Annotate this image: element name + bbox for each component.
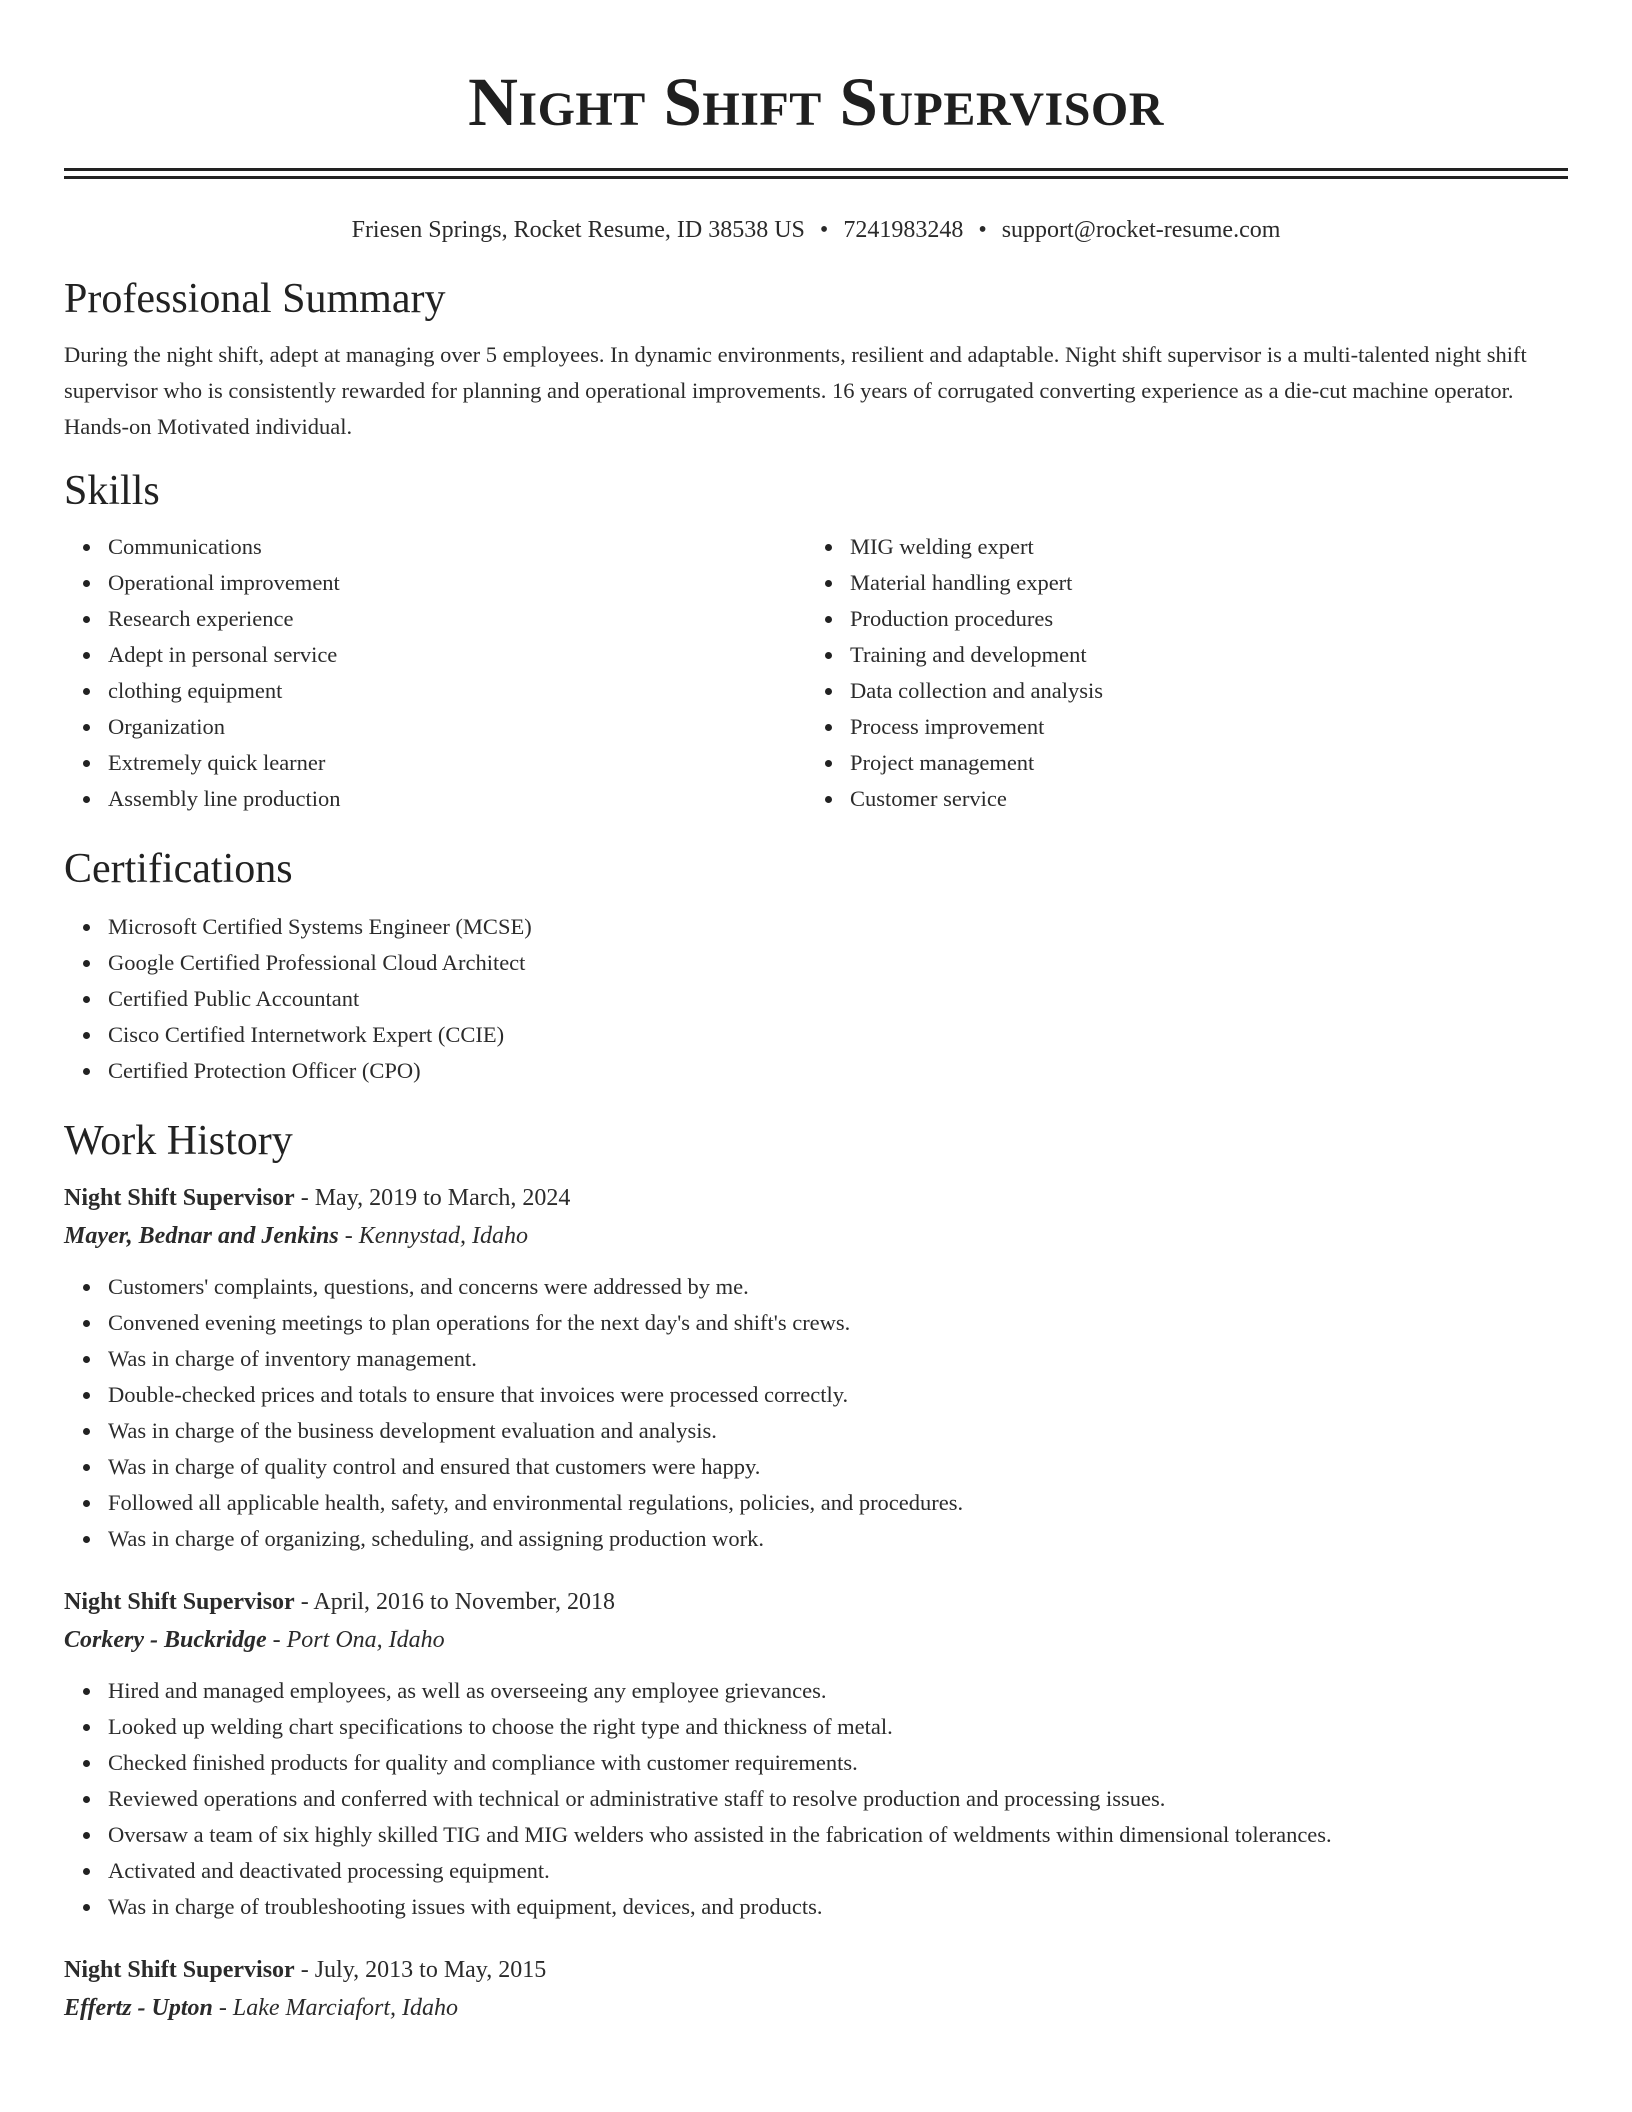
skill-item: Extremely quick learner — [108, 745, 806, 781]
skill-item: clothing equipment — [108, 673, 806, 709]
job-bullet-list — [64, 1269, 1568, 1557]
job-company-line — [64, 1217, 1568, 1255]
skill-item: Assembly line production — [108, 781, 806, 817]
certification-item: Certified Public Accountant — [108, 981, 1568, 1017]
skill-item: Process improvement — [850, 709, 1548, 745]
job-location: - Lake Marciafort, Idaho — [212, 1995, 458, 2021]
summary-section — [64, 273, 1568, 445]
certification-item: Certified Protection Officer (CPO) — [108, 1053, 1568, 1089]
skill-item: Adept in personal service — [108, 637, 806, 673]
job-title: Night Shift Supervisor — [64, 1185, 295, 1211]
job-company-line — [64, 1621, 1568, 1659]
work-history-section — [64, 1115, 1568, 2027]
work-history-heading: Work History — [64, 1118, 293, 1164]
skill-item: Operational improvement — [108, 565, 806, 601]
summary-heading: Professional Summary — [64, 276, 446, 322]
job-bullet: Activated and deactivated processing equipment. — [108, 1853, 1568, 1889]
job-bullet: Was in charge of quality control and ensured that customers were happy. — [108, 1449, 1568, 1485]
certification-item: Cisco Certified Internetwork Expert (CCIE) — [108, 1017, 1568, 1053]
certifications-list — [64, 909, 1568, 1089]
contact-phone: 7241983248 — [843, 217, 964, 243]
contact-address: Friesen Springs, Rocket Resume, ID 38538 US — [351, 217, 805, 243]
skills-column-left — [64, 529, 806, 817]
job-bullet: Customers' complaints, questions, and concerns were addressed by me. — [108, 1269, 1568, 1305]
job-title-line — [64, 1179, 1568, 1217]
job-dates: - July, 2013 to May, 2015 — [294, 1957, 547, 1983]
job-bullet: Convened evening meetings to plan operations for the next day's and shift's crews. — [108, 1305, 1568, 1341]
job-bullet: Oversaw a team of six highly skilled TIG and MIG welders who assisted in the fabrication of weldments within dimensional tolerances. — [108, 1817, 1568, 1853]
job-bullet: Was in charge of organizing, scheduling, and assigning production work. — [108, 1521, 1568, 1557]
job-company: Mayer, Bednar and Jenkins — [64, 1223, 339, 1249]
job-bullet: Was in charge of inventory management. — [108, 1341, 1568, 1377]
skill-item: MIG welding expert — [850, 529, 1548, 565]
skill-item: Research experience — [108, 601, 806, 637]
job-bullet: Was in charge of the business development evaluation and analysis. — [108, 1413, 1568, 1449]
contact-separator: • — [819, 217, 829, 243]
job-bullet: Double-checked prices and totals to ensure that invoices were processed correctly. — [108, 1377, 1568, 1413]
job-bullet: Checked finished products for quality and compliance with customer requirements. — [108, 1745, 1568, 1781]
job-dates: - May, 2019 to March, 2024 — [294, 1185, 571, 1211]
certification-item: Google Certified Professional Cloud Architect — [108, 945, 1568, 981]
skill-item: Organization — [108, 709, 806, 745]
job-title-line — [64, 1583, 1568, 1621]
job-bullet: Reviewed operations and conferred with technical or administrative staff to resolve production and processing issues. — [108, 1781, 1568, 1817]
job-location: - Kennystad, Idaho — [338, 1223, 529, 1249]
job-company: Corkery - Buckridge — [64, 1627, 267, 1653]
job-dates: - April, 2016 to November, 2018 — [294, 1589, 616, 1615]
certifications-section — [64, 843, 1568, 1089]
skill-item: Training and development — [850, 637, 1548, 673]
job-entry — [64, 1583, 1568, 1925]
contact-line — [64, 215, 1568, 245]
job-company-line — [64, 1989, 1568, 2027]
certifications-heading: Certifications — [64, 846, 293, 892]
skill-item: Production procedures — [850, 601, 1548, 637]
contact-separator: • — [978, 217, 987, 243]
header-double-rule — [64, 168, 1568, 179]
skills-section — [64, 465, 1568, 817]
job-location: - Port Ona, Idaho — [266, 1627, 445, 1653]
job-bullet: Hired and managed employees, as well as overseeing any employee grievances. — [108, 1673, 1568, 1709]
job-bullet: Followed all applicable health, safety, and environmental regulations, policies, and procedures. — [108, 1485, 1568, 1521]
skill-item: Project management — [850, 745, 1548, 781]
skills-list-left — [64, 529, 806, 817]
job-bullet-list — [64, 1673, 1568, 1925]
contact-email: support@rocket-resume.com — [1001, 217, 1281, 243]
certification-item: Microsoft Certified Systems Engineer (MCSE) — [108, 909, 1568, 945]
skills-grid — [64, 529, 1568, 817]
skills-column-right — [806, 529, 1548, 817]
job-title: Night Shift Supervisor — [64, 1957, 295, 1983]
job-bullet: Looked up welding chart specifications to choose the right type and thickness of metal. — [108, 1709, 1568, 1745]
skill-item: Customer service — [850, 781, 1548, 817]
job-entry — [64, 1179, 1568, 1557]
job-company: Effertz - Upton — [64, 1995, 213, 2021]
summary-text: During the night shift, adept at managing over 5 employees. In dynamic environments, resilient and adaptable. Night shift supervisor is a multi-talented night shift supervisor who is consistently rewarded for planning and operational improvements. 16 years of corrugated converting experience as a die-cut machine operator. Hands-on Motivated individual. — [64, 342, 1527, 439]
resume-name: Night Shift Supervisor — [468, 64, 1164, 140]
job-bullet: Was in charge of troubleshooting issues with equipment, devices, and products. — [108, 1889, 1568, 1925]
job-title: Night Shift Supervisor — [64, 1589, 295, 1615]
skill-item: Communications — [108, 529, 806, 565]
skills-heading: Skills — [64, 468, 160, 514]
job-title-line — [64, 1951, 1568, 1989]
skill-item: Data collection and analysis — [850, 673, 1548, 709]
skill-item: Material handling expert — [850, 565, 1548, 601]
job-entry — [64, 1951, 1568, 2027]
skills-list-right — [806, 529, 1548, 817]
